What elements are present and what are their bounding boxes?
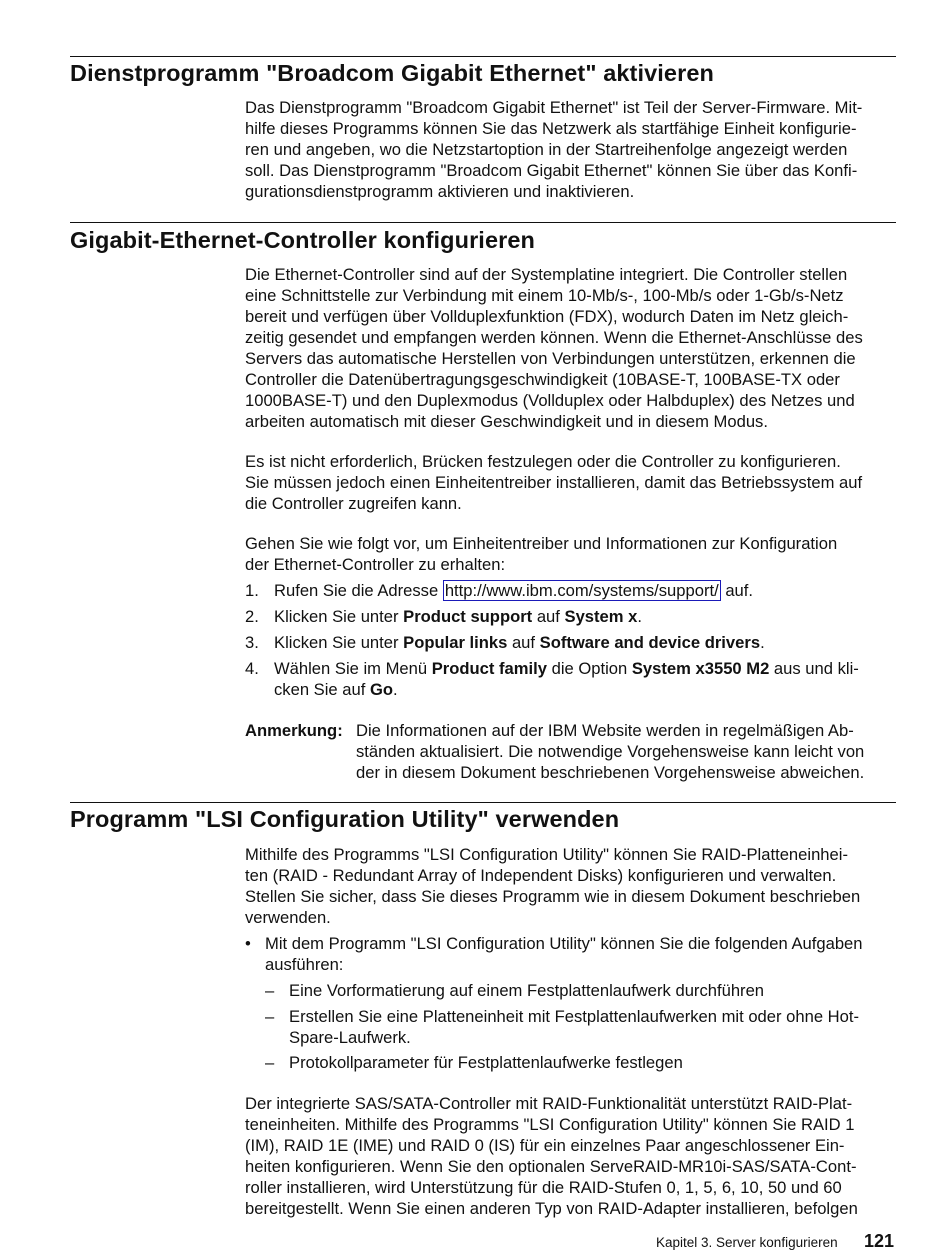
text-line: ausführen: <box>265 955 344 974</box>
note-text <box>356 720 901 783</box>
text-line: eine Schnittstelle zur Verbindung mit einem 10-Mb/s-, 100-Mb/s oder 1-Gb/s-Netz <box>245 286 844 305</box>
text-line: hilfe dieses Programms können Sie das Netzwerk als startfähige Einheit konfigurie- <box>245 119 857 138</box>
text-line: Mithilfe des Programms "LSI Configuration Utility" können Sie RAID-Platteneinhei- <box>245 845 848 864</box>
text-line: Erstellen Sie eine Platteneinheit mit Festplattenlaufwerken mit oder ohne Hot- <box>289 1007 860 1026</box>
dash-marker: – <box>265 1053 275 1072</box>
dash-marker: – <box>265 981 275 1000</box>
text-line: der in diesem Dokument beschriebenen Vorgehensweise abweichen. <box>356 763 865 782</box>
text-line: ren und angeben, wo die Netzstartoption in der Startreihenfolge angezeigt werden <box>245 140 848 159</box>
section-rule <box>70 222 896 223</box>
text-line: Stellen Sie sicher, dass Sie dieses Programm wie in diesem Dokument beschrieben <box>245 887 861 906</box>
step-text: . <box>392 680 398 699</box>
step-text: auf <box>532 607 565 626</box>
text-line: Die Ethernet-Controller sind auf der Systemplatine integriert. Die Controller stellen <box>245 265 848 284</box>
text-line: Der integrierte SAS/SATA-Controller mit RAID-Funktionalität unterstützt RAID-Plat- <box>245 1094 853 1113</box>
ui-term: Product support <box>403 607 533 626</box>
text-line: bereit und verfügen über Vollduplexfunktion (FDX), wodurch Daten im Netz gleich- <box>245 307 849 326</box>
step-text: Rufen Sie die Adresse <box>274 581 443 600</box>
paragraph <box>245 264 897 432</box>
ui-term: Software and device drivers <box>539 633 761 652</box>
page-number: 121 <box>864 1231 895 1251</box>
ui-term: Popular links <box>403 633 508 652</box>
step-text: cken Sie auf <box>274 680 370 699</box>
list-number: 4. <box>245 659 259 678</box>
paragraph <box>245 1093 897 1219</box>
text-line: teneinheiten. Mithilfe des Programms "LSI Configuration Utility" können Sie RAID 1 <box>245 1115 855 1134</box>
text-line: Protokollparameter für Festplattenlaufwerke festlegen <box>289 1053 683 1072</box>
paragraph <box>245 844 897 928</box>
text-line: Mit dem Programm "LSI Configuration Utility" können Sie die folgenden Aufgaben <box>265 934 863 953</box>
text-line: (IM), RAID 1E (IME) und RAID 0 (IS) für ein einzelnes Paar angeschlossener Ein- <box>245 1136 845 1155</box>
step-text: auf <box>507 633 540 652</box>
text-line: Sie müssen jedoch einen Einheitentreiber installieren, damit das Betriebssystem auf <box>245 473 863 492</box>
text-line: ständen aktualisiert. Die notwendige Vorgehensweise kann leicht von <box>356 742 865 761</box>
step-text: Klicken Sie unter <box>274 633 404 652</box>
text-line: roller installieren, wird Unterstützung für die RAID-Stufen 0, 1, 5, 6, 10, 50 und 60 <box>245 1178 842 1197</box>
text-line: Es ist nicht erforderlich, Brücken festzulegen oder die Controller zu konfigurieren. <box>245 452 841 471</box>
paragraph <box>245 533 897 575</box>
text-line: die Controller zugreifen kann. <box>245 494 462 513</box>
section-heading: Programm "LSI Configuration Utility" verwenden <box>70 806 620 832</box>
text-line: ten (RAID - Redundant Array of Independent Disks) konfigurieren und verwalten. <box>245 866 837 885</box>
text-line: gurationsdienstprogramm aktivieren und inaktivieren. <box>245 182 635 201</box>
ui-term: Product family <box>431 659 547 678</box>
step-text: aus und kli- <box>769 659 859 678</box>
text-line: heiten konfigurieren. Wenn Sie den optionalen ServeRAID-MR10i-SAS/SATA-Cont- <box>245 1157 857 1176</box>
ui-term: Go <box>369 680 393 699</box>
section-rule <box>70 802 896 803</box>
text-line: 1000BASE-T) und den Duplexmodus (Vollduplex oder Halbduplex) des Netzes und <box>245 391 855 410</box>
text-line: verwenden. <box>245 908 331 927</box>
list-number: 3. <box>245 633 259 652</box>
dash-marker: – <box>265 1007 275 1026</box>
ui-term: System x3550 M2 <box>631 659 770 678</box>
list-number: 1. <box>245 581 259 600</box>
footer-chapter: Kapitel 3. Server konfigurieren <box>656 1235 838 1250</box>
section-rule <box>70 56 896 57</box>
text-line: arbeiten automatisch mit dieser Geschwindigkeit und in diesem Modus. <box>245 412 768 431</box>
step-text: . <box>637 607 642 626</box>
step-text: Wählen Sie im Menü <box>274 659 432 678</box>
note-label: Anmerkung: <box>245 721 343 740</box>
step-text: die Option <box>546 659 632 678</box>
step-text: . <box>760 633 765 652</box>
bullet-marker: • <box>245 934 251 953</box>
text-line: Controller die Datenübertragungsgeschwindigkeit (10BASE-T, 100BASE-TX oder <box>245 370 840 389</box>
text-line: bereitgestellt. Wenn Sie einen anderen Typ von RAID-Adapter installieren, befolgen <box>245 1199 858 1218</box>
text-line: zeitig gesendet und empfangen werden können. Wenn die Ethernet-Anschlüsse des <box>245 328 863 347</box>
list-number: 2. <box>245 607 259 626</box>
ibm-support-link[interactable]: http://www.ibm.com/systems/support/ <box>444 581 719 600</box>
bullet-item <box>245 933 905 975</box>
sub-list-item <box>265 980 905 1001</box>
text-line: Spare-Laufwerk. <box>289 1028 411 1047</box>
text-line: soll. Das Dienstprogramm "Broadcom Gigabit Ethernet" können Sie über das Konfi- <box>245 161 858 180</box>
text-line: Das Dienstprogramm "Broadcom Gigabit Ethernet" ist Teil der Server-Firmware. Mit- <box>245 98 863 117</box>
section-heading: Gigabit-Ethernet-Controller konfigurieren <box>70 227 535 253</box>
sub-list-item <box>265 1006 905 1048</box>
text-line: Eine Vorformatierung auf einem Festplattenlaufwerk durchführen <box>289 981 765 1000</box>
text-line: Servers das automatische Herstellen von Verbindungen unterstützen, erkennen die <box>245 349 856 368</box>
sub-list-item <box>265 1052 905 1073</box>
text-line: Die Informationen auf der IBM Website werden in regelmäßigen Ab- <box>356 721 854 740</box>
step-text: Klicken Sie unter <box>274 607 404 626</box>
text-line: der Ethernet-Controller zu erhalten: <box>245 555 506 574</box>
paragraph <box>245 451 897 514</box>
ui-term: System x <box>564 607 638 626</box>
section-heading: Dienstprogramm "Broadcom Gigabit Ethernet" aktivieren <box>70 60 714 86</box>
text-line: Gehen Sie wie folgt vor, um Einheitentreiber und Informationen zur Konfiguration <box>245 534 838 553</box>
paragraph <box>245 97 897 202</box>
step-text: auf. <box>720 581 753 600</box>
